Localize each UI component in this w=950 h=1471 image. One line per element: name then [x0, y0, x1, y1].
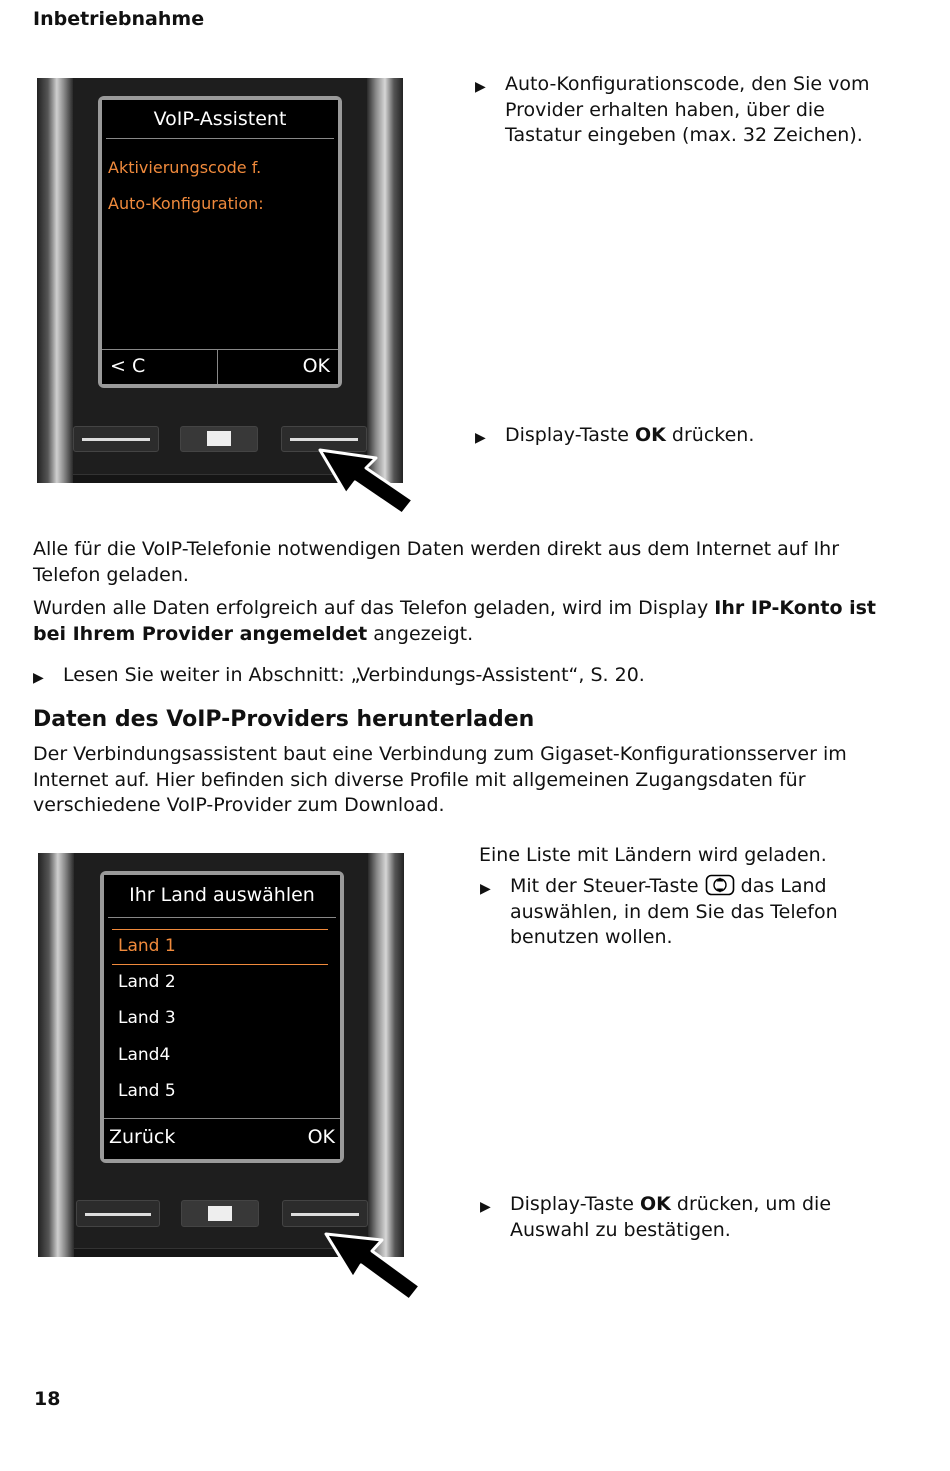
- selection-bottom-rule: [112, 964, 328, 965]
- display-title: Ihr Land auswählen: [129, 884, 315, 906]
- country-item-5: Land 5: [118, 1081, 176, 1101]
- softkey-divider: [217, 350, 218, 384]
- softkey-right-label: OK: [302, 355, 330, 377]
- phone-illustration-2: [38, 853, 404, 1257]
- left-display-key: [76, 1200, 160, 1227]
- phone-rim-left: [37, 78, 73, 483]
- phone-illustration-1: [37, 78, 403, 483]
- paragraph-4: Eine Liste mit Ländern wird geladen.: [479, 844, 827, 866]
- step-1-text: Auto-Konfigurationscode, den Sie vom Provider erhalten haben, über die Tastatur eingeben (max. 32 Zeichen).: [505, 73, 870, 146]
- step-3-text: Lesen Sie weiter in Abschnitt: „Verbindungs-Assistent“, S. 20.: [63, 664, 645, 686]
- step-5-text: Display-Taste: [510, 1193, 640, 1215]
- triangle-right-icon: ▶: [475, 79, 486, 95]
- left-display-key: [73, 426, 159, 452]
- step-5-key: OK: [640, 1193, 671, 1215]
- country-item-1: Land 1: [118, 936, 176, 956]
- display-divider: [108, 917, 336, 918]
- right-display-key: [282, 1200, 368, 1227]
- paragraph-2: [33, 596, 893, 647]
- paragraph-2-text: Wurden alle Daten erfolgreich auf das Telefon geladen, wird im Display: [33, 597, 715, 619]
- selection-top-rule: [112, 929, 328, 930]
- envelope-icon: [208, 1206, 232, 1221]
- message-key: [180, 426, 258, 452]
- display-line-1: Aktivierungscode f.: [108, 158, 262, 177]
- phone-rim-left: [38, 853, 74, 1257]
- triangle-right-icon: ▶: [475, 430, 486, 446]
- country-item-3: Land 3: [118, 1008, 176, 1028]
- instruction-step-3: [33, 663, 893, 689]
- triangle-right-icon: ▶: [33, 670, 44, 686]
- step-2-key: OK: [635, 424, 666, 446]
- phone-rim-right: [367, 78, 403, 483]
- paragraph-1: Alle für die VoIP-Telefonie notwendigen Daten werden direkt aus dem Internet auf Ihr Telefon geladen.: [33, 538, 840, 586]
- step-2-text: Display-Taste: [505, 424, 635, 446]
- instruction-step-4: [480, 874, 890, 951]
- display-softkey-bar: [102, 349, 338, 384]
- paragraph-2-text-end: angezeigt.: [367, 622, 474, 645]
- step-5-text-end: drücken, um die Auswahl zu bestätigen.: [510, 1193, 832, 1241]
- pointer-arrow-icon: [324, 1232, 424, 1304]
- country-item-4: Land4: [118, 1045, 171, 1065]
- phone-rim-right: [368, 853, 404, 1257]
- display-softkey-bar: [104, 1118, 340, 1159]
- display-title: VoIP-Assistent: [153, 108, 287, 130]
- control-key-icon: [705, 874, 735, 896]
- step-4-text: Mit der Steuer-Taste: [510, 875, 705, 897]
- section-heading: Daten des VoIP-Providers herunterladen: [33, 707, 535, 732]
- display-line-2: Auto-Konfiguration:: [108, 194, 264, 213]
- paragraph-3: Der Verbindungsassistent baut eine Verbindung zum Gigaset-Konfigurationsserver im Internet auf. Hier befinden sich diverse Profile mit allgemeinen Zugangsdaten für verschiedene VoIP-Provider zum Download.: [33, 743, 847, 816]
- softkey-right-label: OK: [307, 1126, 335, 1148]
- page-number: 18: [34, 1388, 61, 1410]
- triangle-right-icon: ▶: [480, 1199, 491, 1215]
- triangle-right-icon: ▶: [480, 881, 491, 897]
- instruction-step-1: [475, 72, 885, 149]
- instruction-step-5: [480, 1192, 890, 1243]
- softkey-left-label: Zurück: [109, 1126, 176, 1148]
- display-divider: [106, 138, 334, 139]
- step-2-text-end: drücken.: [665, 424, 755, 446]
- message-key: [181, 1200, 259, 1227]
- instruction-step-2: [475, 423, 885, 449]
- step-4-text-end: das Land auswählen, in dem Sie das Telefon benutzen wollen.: [510, 875, 838, 948]
- phone-display: [98, 96, 342, 388]
- country-item-2: Land 2: [118, 972, 176, 992]
- softkey-left-label: < C: [110, 355, 146, 377]
- paragraph-2-bold: Ihr IP-Konto ist bei Ihrem Provider angemeldet: [33, 597, 877, 645]
- phone-display: [100, 871, 344, 1163]
- section-header: Inbetriebnahme: [33, 8, 205, 30]
- envelope-icon: [207, 431, 231, 446]
- pointer-arrow-icon: [318, 448, 418, 518]
